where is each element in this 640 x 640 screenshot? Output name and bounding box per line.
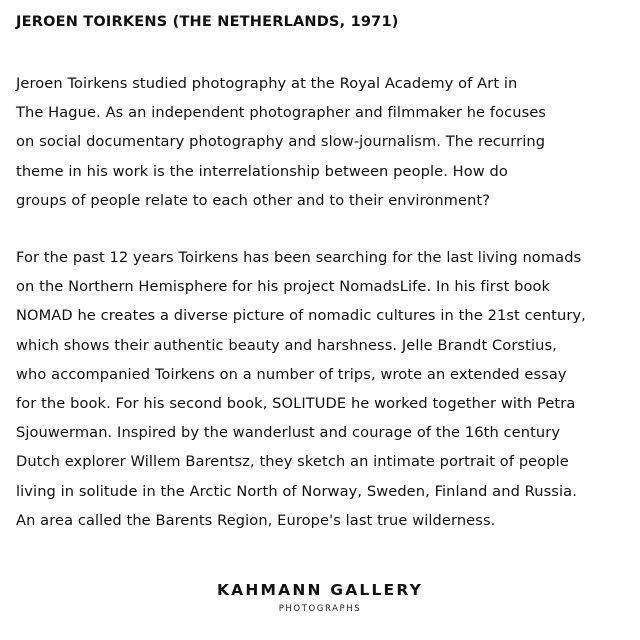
paragraph-line: who accompanied Toirkens on a number of trips, wrote an extended essay — [16, 365, 567, 383]
gallery-subtitle: PHOTOGRAPHS — [278, 604, 362, 614]
paragraph-line: which shows their authentic beauty and harshness. Jelle Brandt Corstius, — [16, 336, 557, 354]
paragraph-line: An area called the Barents Region, Europe's last true wilderness. — [16, 511, 496, 529]
artist-heading: JEROEN TOIRKENS (THE NETHERLANDS, 1971) — [16, 14, 399, 30]
gallery-name: KAHMANN GALLERY — [216, 581, 424, 599]
paragraph-line: For the past 12 years Toirkens has been searching for the last living nomads — [16, 249, 582, 266]
paragraph-line: Dutch explorer Willem Barentsz, they sketch an intimate portrait of people — [16, 453, 569, 471]
paragraph-line: living in solitude in the Arctic North of Norway, Sweden, Finland and Russia. — [16, 482, 577, 500]
bio-paragraph-projects — [16, 243, 624, 535]
gallery-logo — [0, 580, 640, 616]
document-page — [16, 12, 624, 529]
paragraph-line: theme in his work is the interrelationship between people. How do — [16, 162, 508, 180]
paragraph-line: NOMAD he creates a diverse picture of nomadic cultures in the 21st century, — [16, 307, 586, 325]
paragraph-line: on social documentary photography and slow-journalism. The recurring — [16, 133, 546, 151]
paragraph-line: Jeroen Toirkens studied photography at the Royal Academy of Art in — [16, 75, 518, 92]
paragraph-line: groups of people relate to each other and to their environment? — [16, 191, 491, 209]
bio-paragraph-education — [16, 69, 624, 215]
paragraph-line: The Hague. As an independent photographer and filmmaker he focuses — [16, 104, 547, 122]
paragraph-line: on the Northern Hemisphere for his project NomadsLife. In his first book — [16, 278, 551, 296]
paragraph-line: Sjouwerman. Inspired by the wanderlust and courage of the 16th century — [16, 424, 561, 442]
paragraph-line: for the book. For his second book, SOLITUDE he worked together with Petra — [16, 395, 576, 413]
